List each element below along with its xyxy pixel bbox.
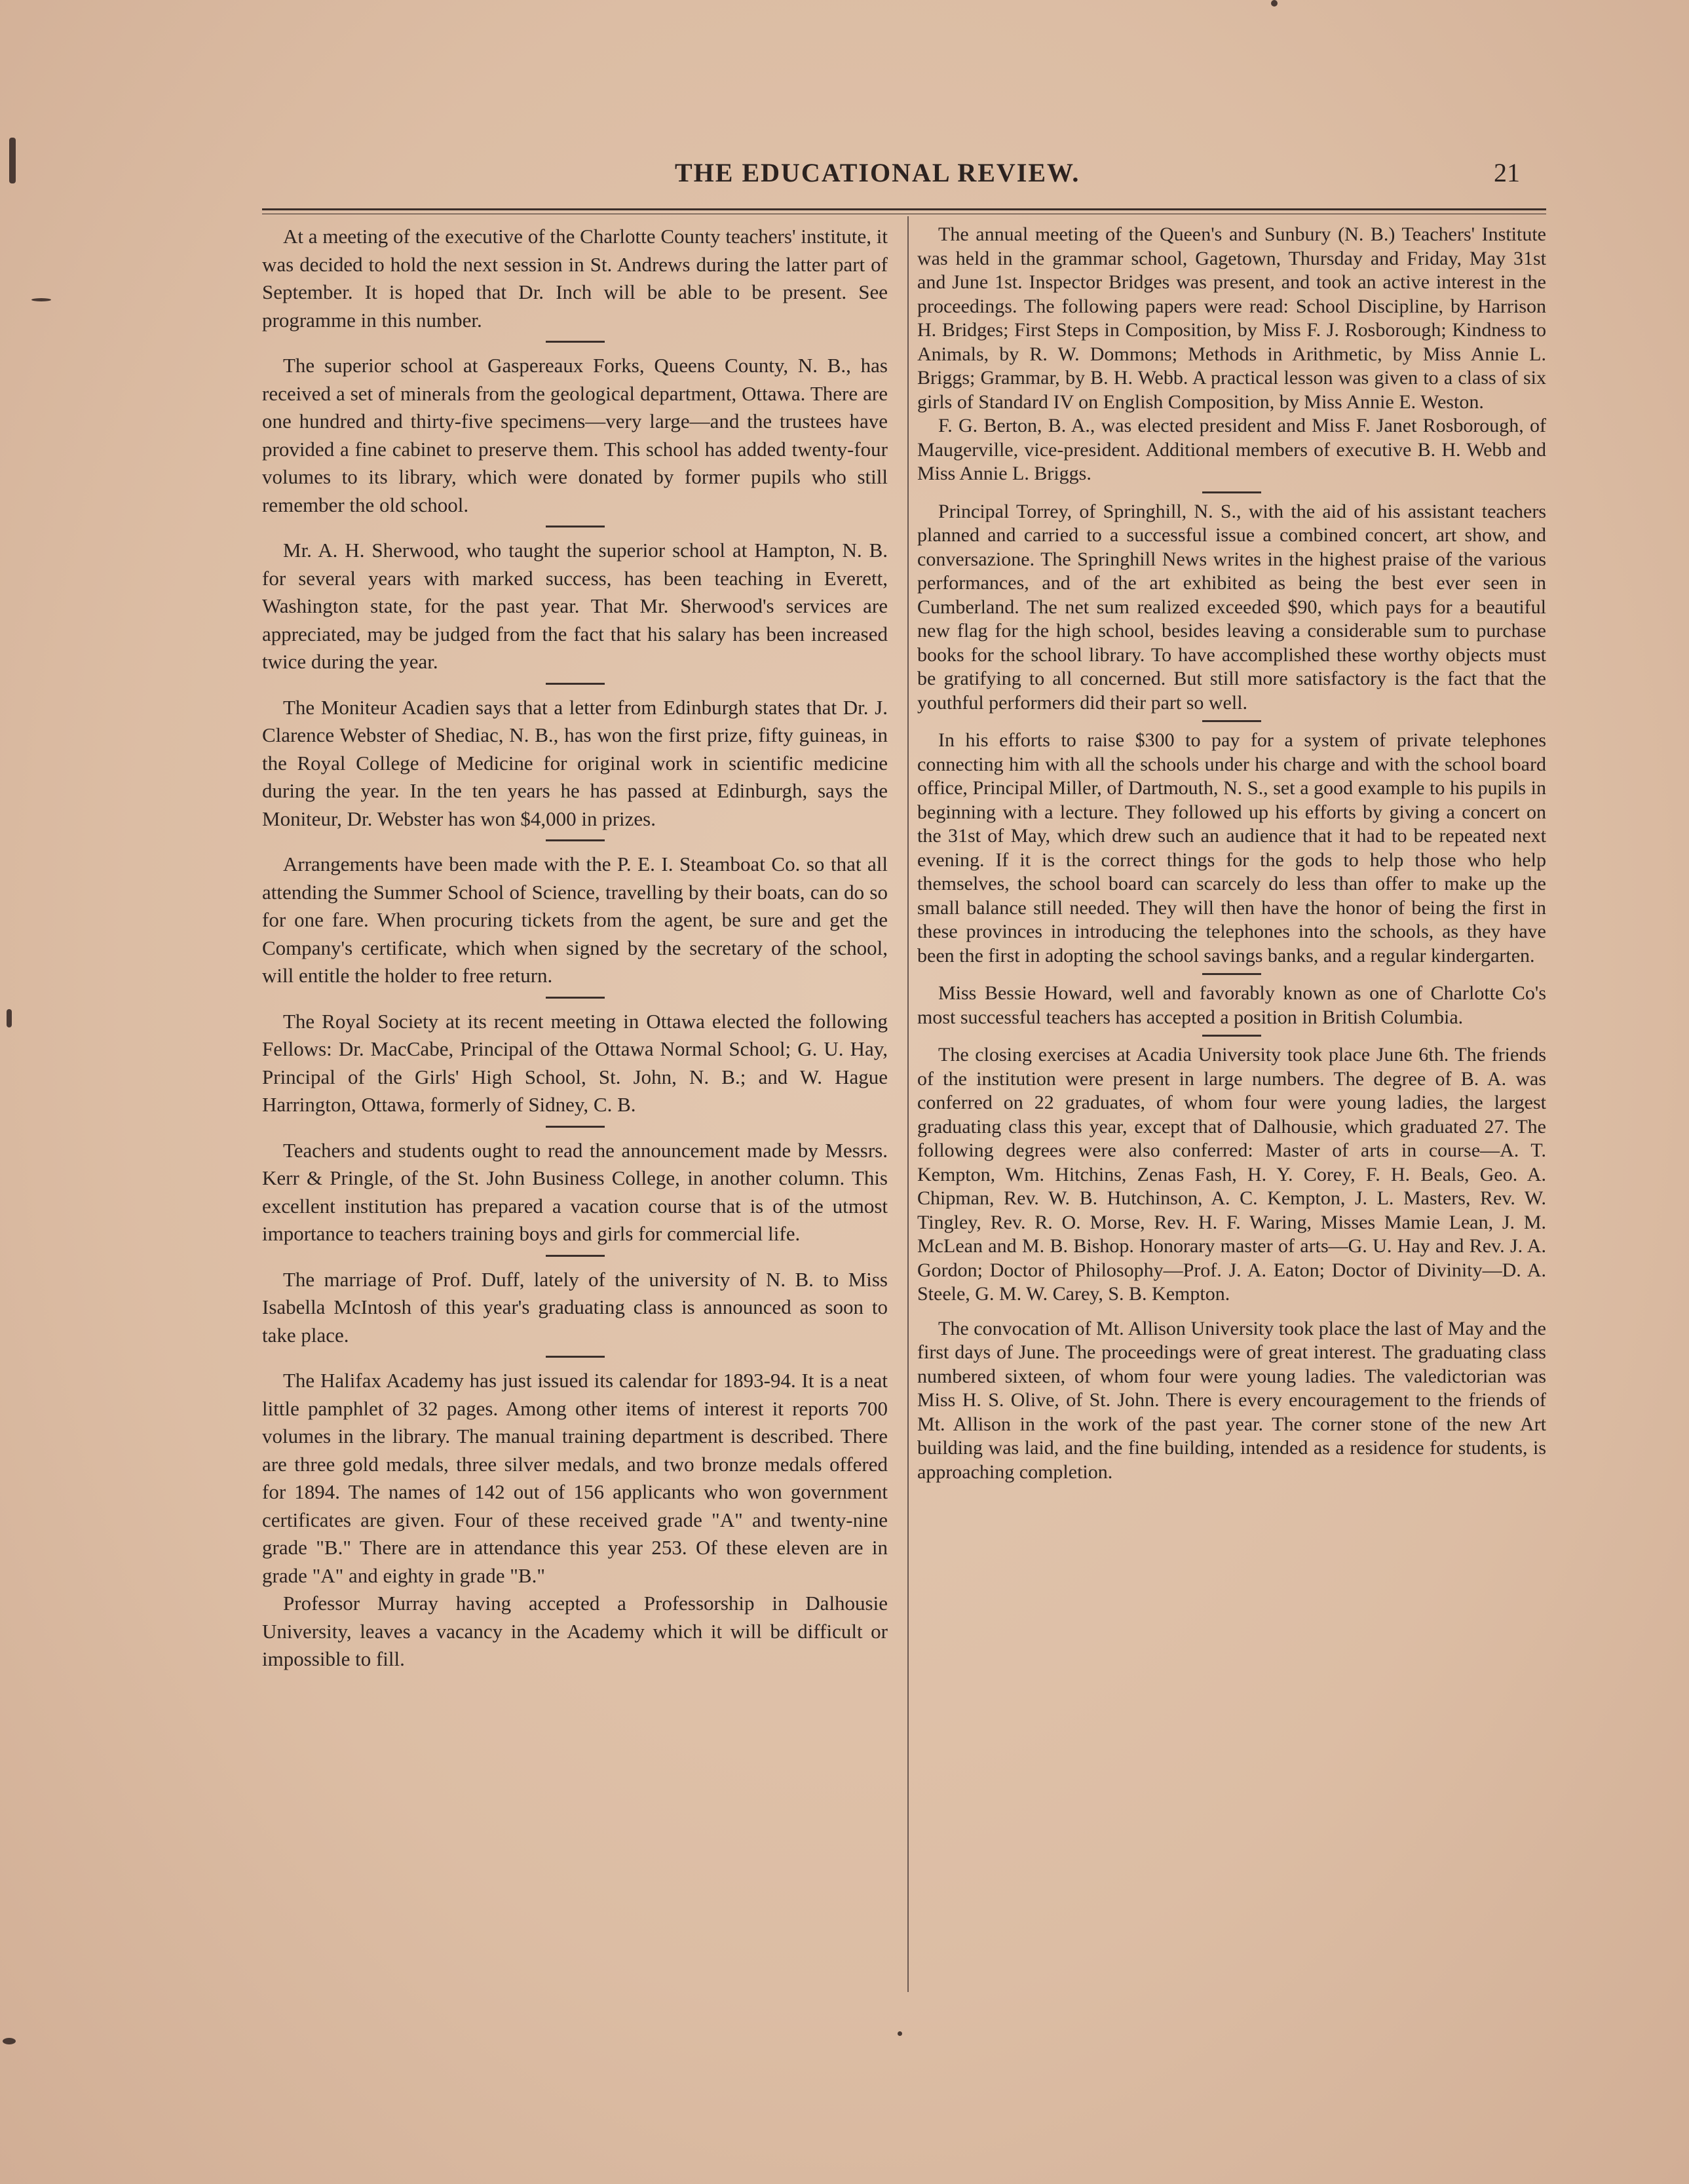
article-separator bbox=[546, 683, 605, 685]
article-business-college: Teachers and students ought to read the announcement made by Messrs. Kerr & Pringle, of the St. John Business College, in another column. This excellent institution has prepared a vacation course that is of the utmost importance to teachers training boys and girls for commercial life. bbox=[262, 1138, 888, 1245]
journal-title: THE EDUCATIONAL REVIEW. bbox=[675, 158, 1080, 187]
article-webster-prize: The Moniteur Acadien says that a letter from Edinburgh states that Dr. J. Clarence Webster of Shediac, N. B., has won the first prize, fifty guineas, in the Royal College of Medicine for original work in scientific medicine during the year. In the ten years he has passed at Edinburgh, says the Moniteur, Dr. Webster has won $4,000 in prizes. bbox=[262, 695, 888, 830]
article-acadia-closing: The closing exercises at Acadia University took place June 6th. The friends of the institution were present in large numbers. The degree of B. A. was conferred on 22 graduates, of whom four were young ladies, the largest graduating class this year, except that of Dalhousie, which graduated 27. The following degrees were also conferred: Master of arts in course—A. T. Kempton, Wm. Hitchins, Zenas Fash, H. Y. Corey, F. H. Beals, Geo. A. Chipman, Rev. W. B. Hutchinson, A. C. Kempton, J. L. Masters, Rev. W. Tingley, Rev. R. O. Morse, Rev. H. F. Waring, Misses Mamie Lean, J. M. McLean and M. B. Bishop. Honorary master of arts—G. U. Hay and Rev. J. A. Gordon; Doctor of Philosophy—Prof. J. A. Eaton; Doctor of Divinity—D. A. Steele, G. M. W. Carey, S. B. Kempton. bbox=[917, 1044, 1546, 1305]
article-separator bbox=[546, 1356, 605, 1358]
article-duff-marriage: The marriage of Prof. Duff, lately of the university of N. B. to Miss Isabella McIntosh of this year's graduating class is announced as soon to take place. bbox=[262, 1267, 888, 1347]
article-separator bbox=[546, 341, 605, 343]
column-divider bbox=[907, 216, 909, 1992]
article-steamboat-fare: Arrangements have been made with the P. E. I. Steamboat Co. so that all attending the Summer School of Science, travelling by their boats, can do so for one fare. When procuring tickets from the agent, be sure and get the Company's certificate, which when signed by the secretary of the school, will entitle the holder to free return. bbox=[262, 853, 888, 987]
article-separator bbox=[1202, 973, 1261, 975]
article-bessie-howard: Miss Bessie Howard, well and favorably known as one of Charlotte Co's most successful teachers has accepted a position in British Columbia. bbox=[917, 982, 1546, 1028]
ink-speck bbox=[898, 2031, 902, 2036]
page-number: 21 bbox=[1494, 158, 1520, 187]
article-royal-society: The Royal Society at its recent meeting in Ottawa elected the following Fellows: Dr. MacCabe, Principal of the Ottawa Normal School; G. U. Hay, Principal of the Girls' High School, St. John, N. B.; and W. Hague Harrington, Ottawa, formerly of Sidney, C. B. bbox=[262, 1009, 888, 1116]
article-sherwood: Mr. A. H. Sherwood, who taught the superior school at Hampton, N. B. for several years with marked success, has been teaching in Everett, Washington state, for the past year. That Mr. Sherwood's services are appreciated, may be judged from the fact that his salary has been increased twice during the year. bbox=[262, 539, 888, 673]
page-header bbox=[262, 157, 1546, 197]
article-institute-officers: F. G. Berton, B. A., was elected president and Miss F. Janet Rosborough, of Maugerville, vice-president. Additional members of executive B. H. Webb and Miss Annie L. Briggs. bbox=[917, 415, 1546, 484]
ink-speck bbox=[1271, 0, 1278, 7]
article-dartmouth-telephones: In his efforts to raise $300 to pay for a system of private telephones connecting him with all the schools under his charge and with the school board office, Principal Miller, of Dartmouth, N. S., set a good example to his pupils in beginning with a lecture. They followed up his efforts by giving a concert on the 31st of May, which drew such an audience that it had to be repeated next evening. If it is the correct things for the gods to help those who help themselves, the school board can scarcely do less than offer to make up the small balance still needed. They will then have the honor of being the first in these provinces in introducing the telephones into the schools, as they have been the first in adopting the school savings banks, and a regular kindergarten. bbox=[917, 729, 1546, 967]
article-charlotte-institute: At a meeting of the executive of the Charlotte County teachers' institute, it was decided to hold the next session in St. Andrews during the latter part of September. It is hoped that Dr. Inch will be able to be present. See programme in this number. bbox=[262, 225, 888, 332]
header-rule bbox=[262, 208, 1546, 210]
right-column bbox=[917, 223, 1546, 1484]
article-separator bbox=[546, 1126, 605, 1128]
article-separator bbox=[546, 839, 605, 841]
article-separator bbox=[1202, 1035, 1261, 1037]
ink-speck bbox=[7, 1009, 12, 1027]
article-separator bbox=[1202, 720, 1261, 722]
ink-speck bbox=[31, 298, 51, 301]
article-springhill-concert: Principal Torrey, of Springhill, N. S., with the aid of his assistant teachers planned and carried to a successful issue a combined concert, art show, and conversazione. The Springhill News writes in the highest praise of the various performances, and of the art exhibited as being the best ever seen in Cumberland. The net sum realized exceeded $90, which pays for a beautiful new flag for the high school, besides leaving a considerable sum to purchase books for the school library. To have accomplished these worthy objects must be gratifying to all concerned. But still more satisfactory is the fact that the youthful performers did their part so well. bbox=[917, 500, 1546, 714]
article-halifax-academy: The Halifax Academy has just issued its calendar for 1893-94. It is a neat little pamphlet of 32 pages. Among other items of interest it reports 700 volumes in the library. The manual training department is described. There are three gold medals, three silver medals, and two bronze medals offered for 1894. The names of 142 out of 156 applicants who won government certificates are given. Four of these received grade "A" and twenty-nine grade "B." There are in attendance this year 253. Of these eleven are in grade "A" and eighty in grade "B." bbox=[262, 1369, 888, 1587]
ink-speck bbox=[3, 2038, 16, 2044]
ink-speck bbox=[9, 138, 16, 183]
article-separator bbox=[1202, 491, 1261, 493]
article-spacer bbox=[917, 1307, 1546, 1317]
article-professor-murray: Professor Murray having accepted a Professorship in Dalhousie University, leaves a vacancy in the Academy which it will be difficult or impossible to fill. bbox=[262, 1592, 888, 1670]
left-column bbox=[262, 223, 888, 1674]
article-mt-allison-convocation: The convocation of Mt. Allison University took place the last of May and the first days of June. The proceedings were of great interest. The graduating class numbered sixteen, of whom four were young ladies. The valedictorian was Miss H. S. Olive, of St. John. There is every encouragement to the friends of Mt. Allison in the work of the past year. The corner stone of the new Art building was laid, and the fine building, intended as a residence for students, is approaching completion. bbox=[917, 1317, 1546, 1483]
article-separator bbox=[546, 526, 605, 527]
article-gaspereaux-minerals: The superior school at Gaspereaux Forks, Queens County, N. B., has received a set of minerals from the geological department, Ottawa. There are one hundred and thirty-five specimens—very large—and the trustees have provided a fine cabinet to preserve them. This school has added twenty-four volumes to its library, which were donated by former pupils who still remember the old school. bbox=[262, 354, 888, 516]
article-separator bbox=[546, 1255, 605, 1257]
article-queens-sunbury-institute: The annual meeting of the Queen's and Sunbury (N. B.) Teachers' Institute was held in the grammar school, Gagetown, Thursday and Friday, May 31st and June 1st. Inspector Bridges was present, and took an active interest in the proceedings. The following papers were read: School Discipline, by Harrison H. Bridges; First Steps in Composition, by Miss F. J. Rosborough; Kindness to Animals, by R. W. Dommons; Methods in Arithmetic, by Miss Annie L. Briggs; Grammar, by B. H. Webb. A practical lesson was given to a class of six girls of Standard IV on English Composition, by Miss Annie E. Weston. bbox=[917, 223, 1546, 413]
article-separator bbox=[546, 997, 605, 999]
